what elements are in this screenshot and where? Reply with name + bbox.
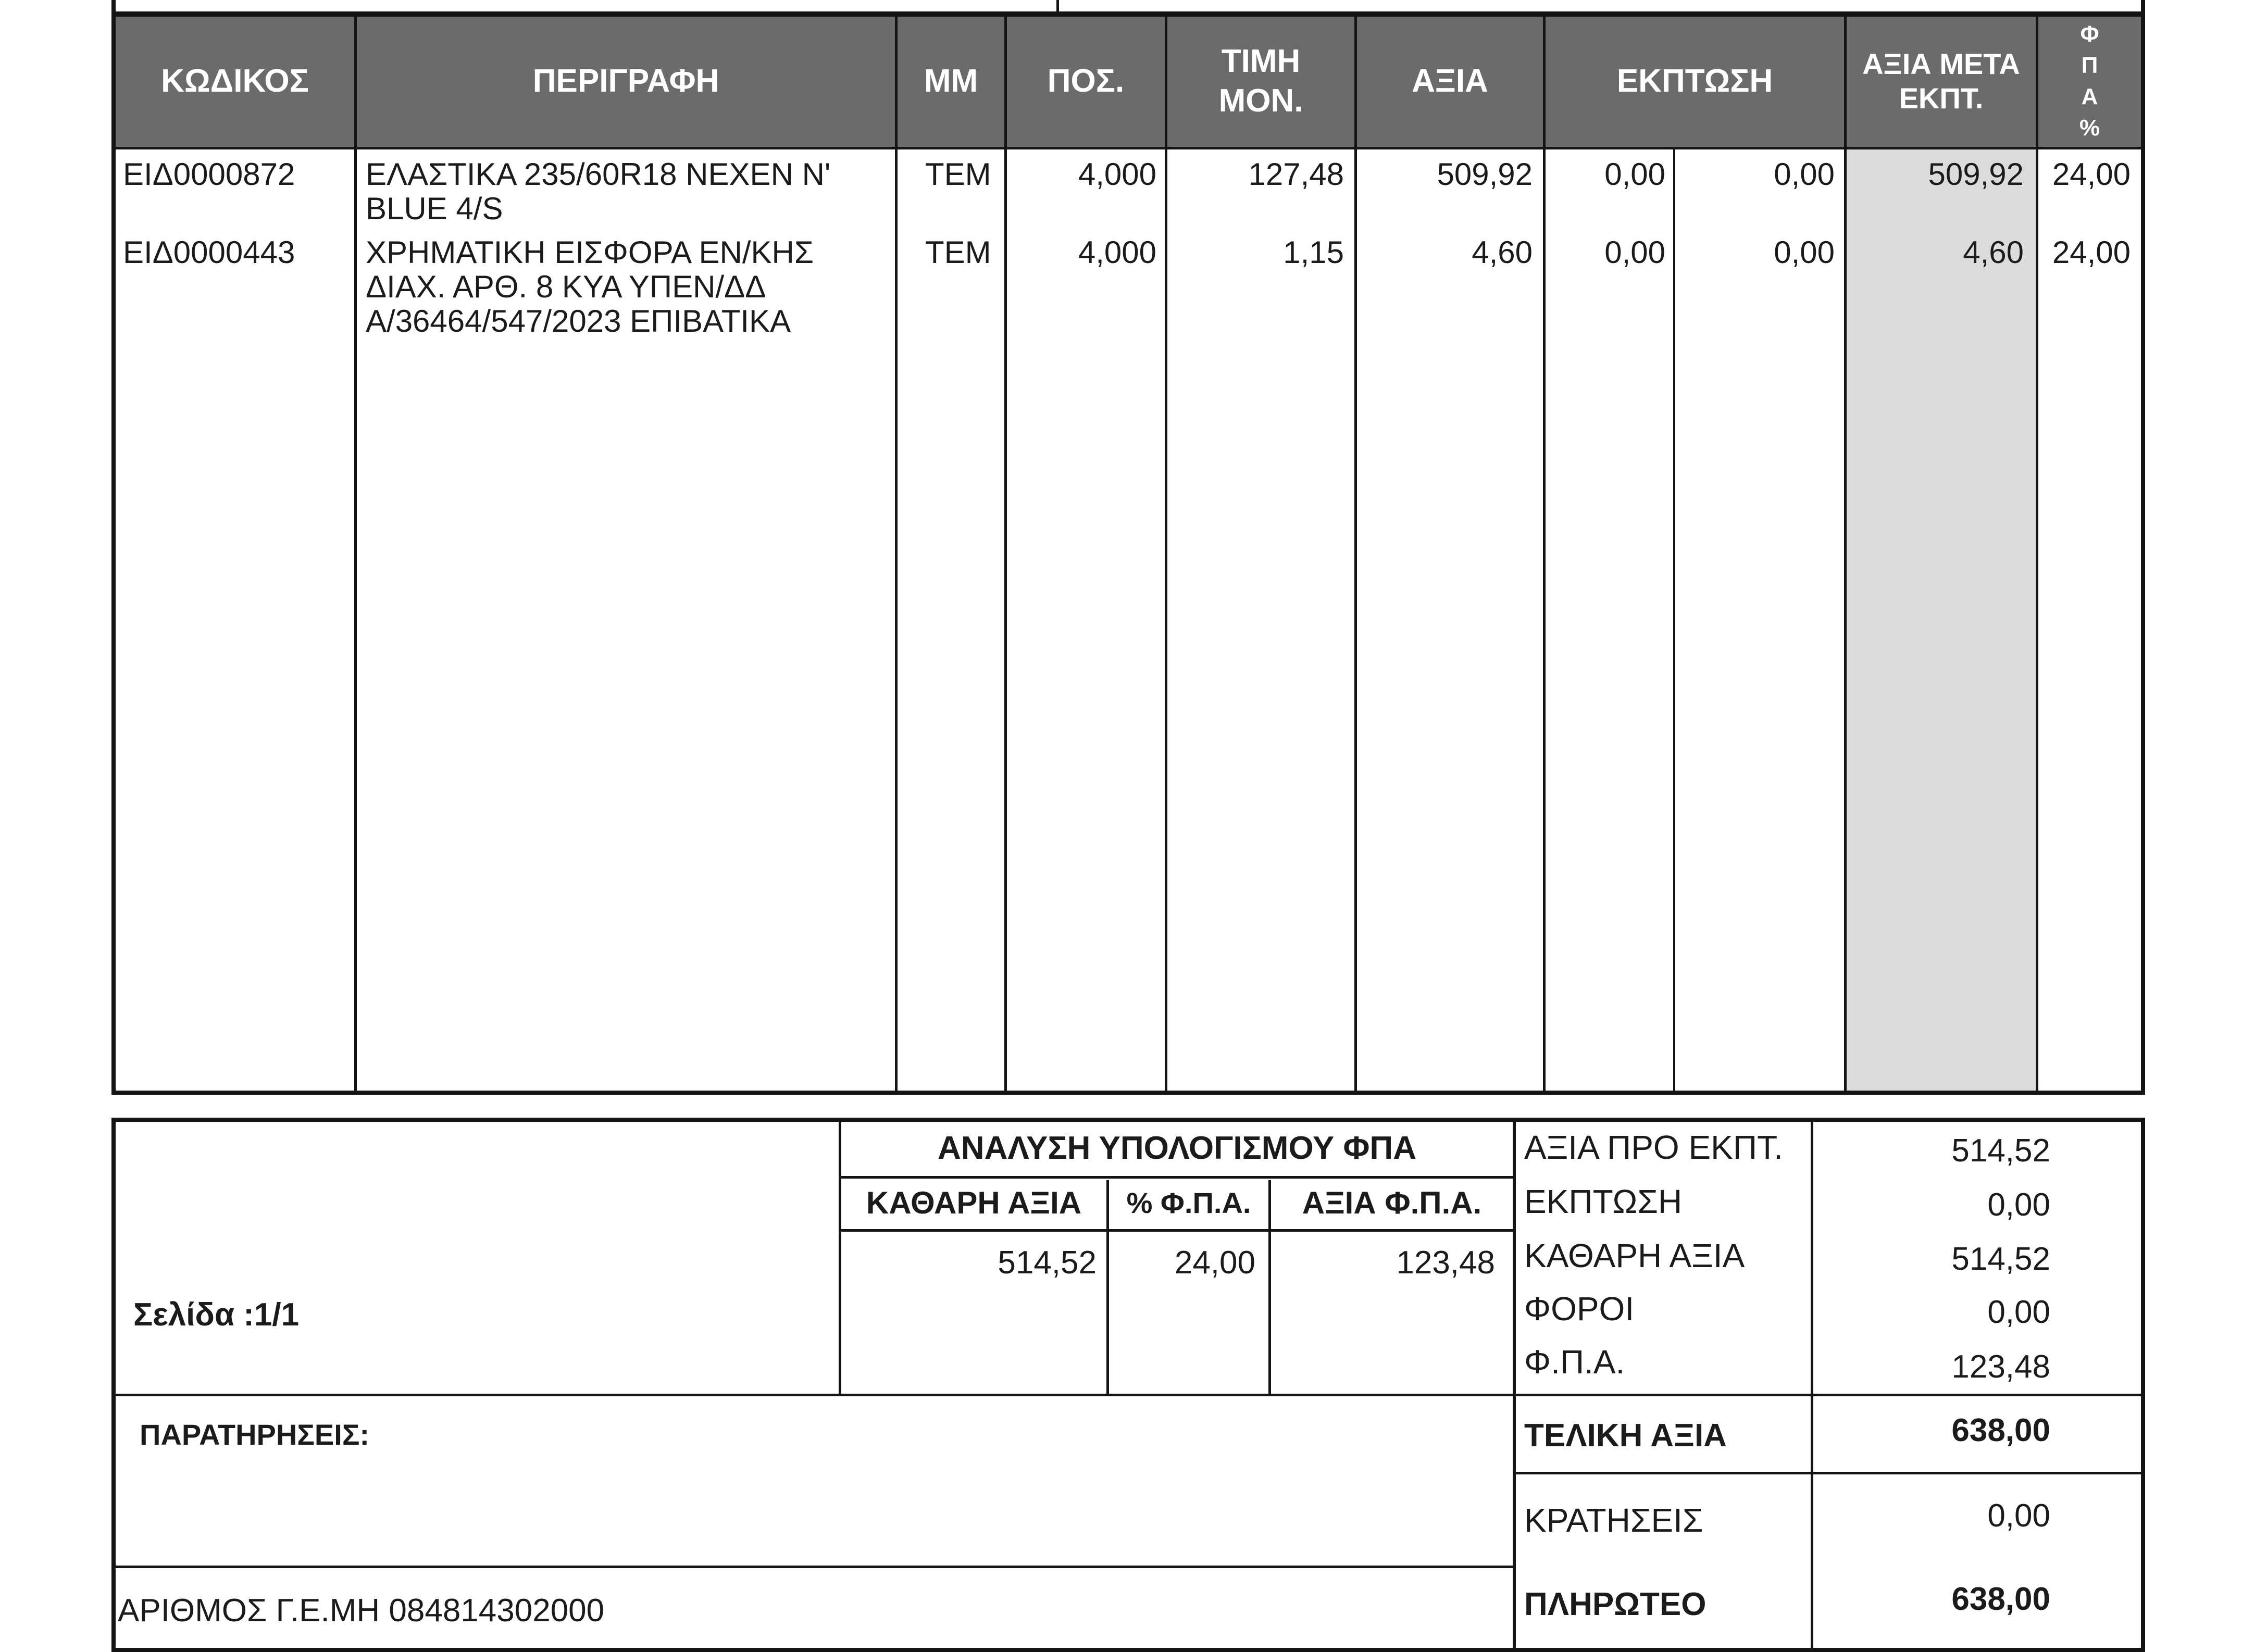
vat-analysis-title: ΑΝΑΛΥΣΗ ΥΠΟΛΟΓΙΣΜΟΥ ΦΠΑ (938, 1130, 1416, 1166)
row-description-line: BLUE 4/S (366, 191, 503, 226)
row-discount-percent: 0,00 (1604, 235, 1665, 270)
totals-value: 514,52 (1951, 1133, 2050, 1169)
header-discount: ΕΚΠΤΩΣΗ (1616, 63, 1773, 99)
row-discount-percent: 0,00 (1604, 157, 1665, 192)
header-value: ΑΞΙΑ (1412, 63, 1488, 99)
vat-net-value: 514,52 (998, 1245, 1097, 1281)
vat-value: 123,48 (1396, 1245, 1495, 1281)
header-value-after-discount: ΑΞΙΑ ΜΕΤΑ ΕΚΠΤ. (1862, 47, 2020, 115)
row-vat-percent: 24,00 (2052, 235, 2131, 270)
row-code: ΕΙΔ0000872 (123, 157, 295, 192)
row-code: ΕΙΔ0000443 (123, 235, 295, 270)
row-unit-price: 1,15 (1283, 235, 1344, 270)
value-after-discount-column-bg (1846, 149, 2037, 1095)
row-discount-amount: 0,00 (1774, 157, 1835, 192)
gemi-number: ΑΡΙΘΜΟΣ Γ.Ε.ΜΗ 084814302000 (118, 1593, 605, 1629)
row-description-line: ΕΛΑΣΤΙΚΑ 235/60R18 NEXEN N' (366, 157, 831, 192)
header-unit-price: ΤΙΜΗ ΜΟΝ. (1218, 43, 1303, 119)
totals-value: 514,52 (1951, 1241, 2050, 1277)
withholdings-amount: 0,00 (1987, 1498, 2050, 1534)
header-description: ΠΕΡΙΓΡΑΦΗ (532, 63, 719, 99)
totals-value: 0,00 (1987, 1187, 2050, 1223)
withholdings-label: ΚΡΑΤΗΣΕΙΣ (1524, 1501, 1703, 1539)
vat-header-net-value: ΚΑΘΑΡΗ ΑΞΙΑ (866, 1185, 1082, 1220)
row-description-line: Α/36464/547/2023 ΕΠΙΒΑΤΙΚΑ (366, 304, 791, 339)
header-qty: ΠΟΣ. (1047, 63, 1125, 99)
row-description-line: ΧΡΗΜΑΤΙΚΗ ΕΙΣΦΟΡΑ ΕΝ/ΚΗΣ (366, 235, 814, 270)
vat-header-vat-percent: % Φ.Π.Α. (1126, 1186, 1251, 1219)
page-number: Σελίδα :1/1 (133, 1297, 300, 1333)
row-value-after-discount: 509,92 (1928, 157, 2024, 192)
totals-value: 123,48 (1951, 1349, 2050, 1385)
row-value: 509,92 (1437, 157, 1533, 192)
totals-label: ΕΚΠΤΩΣΗ (1524, 1183, 1683, 1220)
payable-amount: 638,00 (1951, 1581, 2050, 1617)
totals-label: ΦΟΡΟΙ (1524, 1290, 1635, 1328)
final-value-amount: 638,00 (1951, 1412, 2050, 1448)
row-qty: 4,000 (1078, 157, 1156, 192)
row-unit: TEM (925, 235, 991, 270)
row-unit: TEM (925, 157, 991, 192)
totals-label: Φ.Π.Α. (1524, 1343, 1625, 1381)
row-unit-price: 127,48 (1248, 157, 1344, 192)
final-value-label: ΤΕΛΙΚΗ ΑΞΙΑ (1524, 1418, 1727, 1454)
remarks-label: ΠΑΡΑΤΗΡΗΣΕΙΣ: (140, 1418, 370, 1451)
payable-label: ΠΛΗΡΩΤΕΟ (1524, 1586, 1707, 1622)
header-vat-percent: Φ Π Α % (2079, 21, 2100, 141)
header-unit: ΜΜ (924, 63, 978, 99)
row-qty: 4,000 (1078, 235, 1156, 270)
row-discount-amount: 0,00 (1774, 235, 1835, 270)
row-vat-percent: 24,00 (2052, 157, 2131, 192)
totals-value: 0,00 (1987, 1294, 2050, 1330)
vat-percent: 24,00 (1174, 1245, 1255, 1281)
totals-label: ΚΑΘΑΡΗ ΑΞΙΑ (1524, 1237, 1745, 1274)
row-value-after-discount: 4,60 (1963, 235, 2024, 270)
vat-header-vat-value: ΑΞΙΑ Φ.Π.Α. (1302, 1185, 1482, 1220)
row-description-line: ΔΙΑΧ. ΑΡΘ. 8 ΚΥΑ ΥΠΕΝ/ΔΔ (366, 269, 766, 304)
header-code: ΚΩΔΙΚΟΣ (161, 63, 309, 99)
totals-label: ΑΞΙΑ ΠΡΟ ΕΚΠΤ. (1524, 1129, 1783, 1166)
row-value: 4,60 (1472, 235, 1533, 270)
